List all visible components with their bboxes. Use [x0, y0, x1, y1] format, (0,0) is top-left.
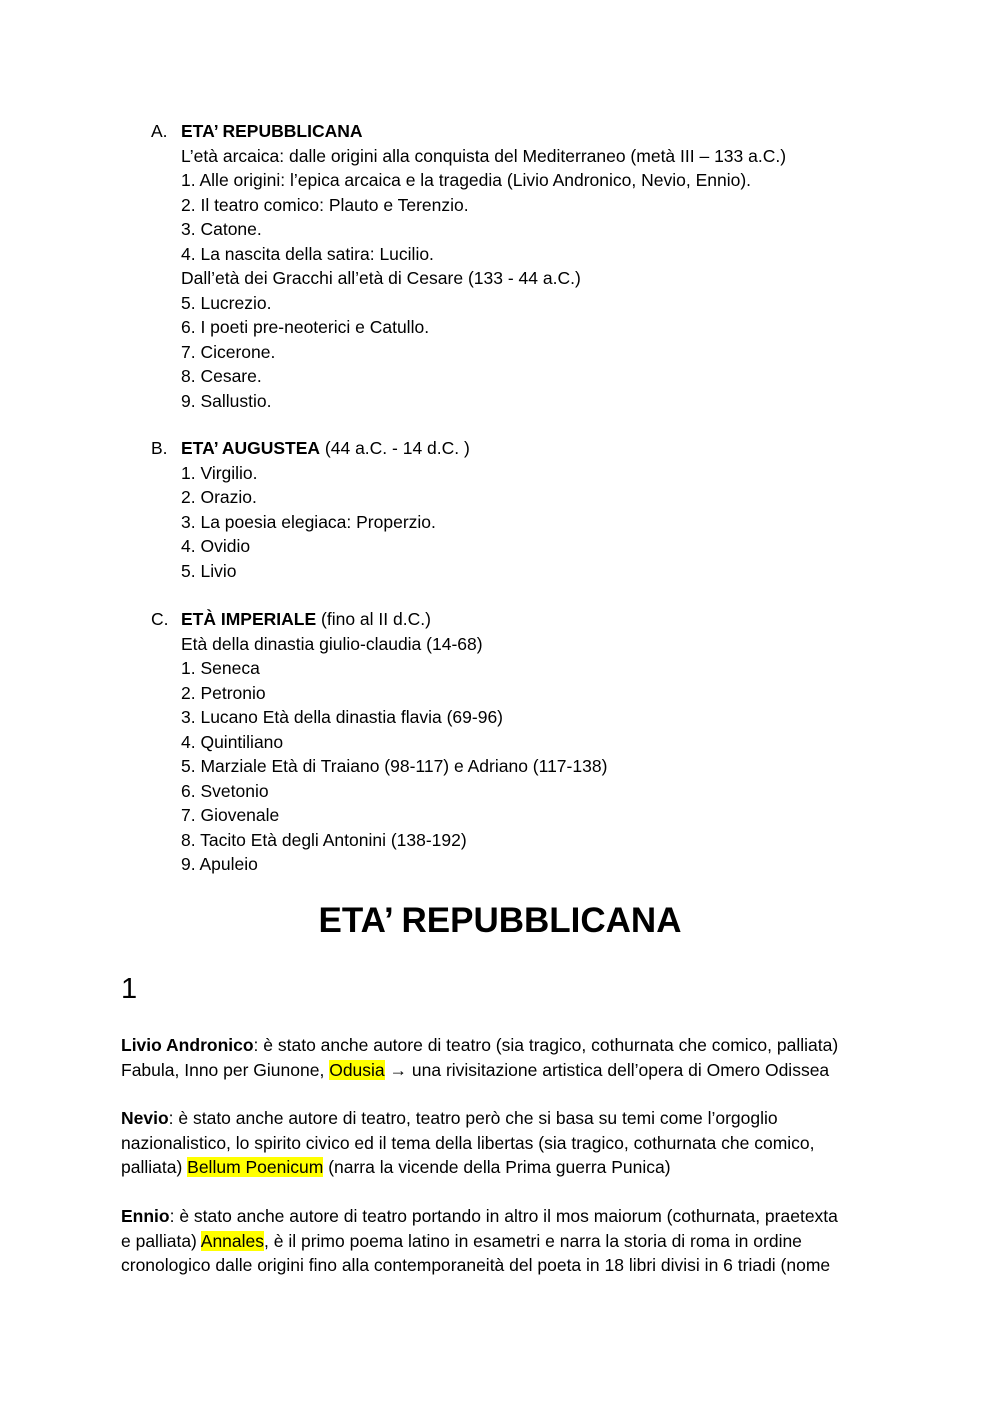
paragraph-line: cronologico dalle origini fino alla contemporaneità del poeta in 18 libri divisi in 6 triadi (nome [121, 1255, 831, 1275]
section-title: ETÀ IMPERIALE [181, 609, 317, 629]
list-item: 2. Orazio. [181, 487, 257, 507]
section-letter: C. [151, 609, 169, 629]
highlighted-work: Bellum Poenicum [187, 1157, 324, 1177]
list-item: 3. Catone. [181, 219, 262, 239]
list-item: 8. Tacito Età degli Antonini (138-192) [181, 829, 467, 850]
list-item: 5. Lucrezio. [181, 292, 272, 313]
list-item: 3. La poesia elegiaca: Properzio. [181, 511, 436, 532]
section-lines [151, 632, 911, 877]
paragraph-text: (narra la vicende della Prima guerra Punica) [323, 1157, 671, 1177]
highlighted-work: Annales [200, 1230, 265, 1251]
list-item: 9. Sallustio. [181, 390, 272, 411]
paragraph-line [121, 1033, 886, 1058]
section-heading [151, 119, 911, 144]
list-item: 7. Cicerone. [181, 341, 276, 362]
list-item: 5. Livio [181, 560, 237, 581]
list-item: 1. Seneca [181, 658, 260, 678]
paragraph-text: → una rivisitazione artistica dell’opera di Omero Odissea [384, 1059, 830, 1080]
author-name: Nevio [121, 1108, 169, 1128]
list-item: L’età arcaica: dalle origini alla conquista del Mediterraneo (metà III – 133 a.C.) [181, 145, 787, 166]
section-heading [151, 436, 911, 461]
section-number: 1 [121, 973, 138, 1005]
list-item: 7. Giovenale [181, 805, 280, 825]
section-title: ETA’ AUGUSTEA [181, 438, 321, 458]
list-item: 9. Apuleio [181, 854, 258, 874]
section-letter: A. [151, 121, 168, 141]
paragraph-line [121, 1155, 886, 1180]
section-suffix: (fino al II d.C.) [316, 609, 431, 629]
index-section-c [151, 607, 911, 877]
page-heading: ETA’ REPUBBLICANA [318, 901, 682, 940]
list-item: 5. Marziale Età di Traiano (98-117) e Adriano (117-138) [181, 756, 608, 776]
list-item: 2. Il teatro comico: Plauto e Terenzio. [181, 194, 469, 215]
paragraph-text: e palliata) [121, 1230, 201, 1251]
paragraph-text: , è il primo poema latino in esametri e narra la storia di roma in ordine [264, 1230, 802, 1251]
list-item: 1. Alle origini: l’epica arcaica e la tragedia (Livio Andronico, Nevio, Ennio). [181, 170, 752, 190]
list-item: 6. I poeti pre-neoterici e Catullo. [181, 317, 430, 337]
paragraph-nevio [121, 1106, 886, 1180]
list-item: 1. Virgilio. [181, 462, 258, 483]
highlighted-work: Odusia [329, 1059, 385, 1080]
paragraph-ennio [121, 1204, 886, 1278]
paragraph-text: : è stato anche autore di teatro portando in altro il mos maiorum (cothurnata, praetexta [169, 1206, 838, 1226]
paragraph-line [121, 1058, 886, 1083]
section-lines [151, 461, 911, 584]
list-item: 8. Cesare. [181, 366, 262, 386]
list-item: Dall’età dei Gracchi all’età di Cesare (133 - 44 a.C.) [181, 268, 581, 288]
list-item: 4. Ovidio [181, 536, 251, 556]
paragraph-line [121, 1229, 886, 1254]
list-item: 4. La nascita della satira: Lucilio. [181, 243, 434, 264]
list-item: 2. Petronio [181, 682, 266, 703]
list-item: 3. Lucano Età della dinastia flavia (69-96) [181, 707, 504, 727]
paragraph-livio-andronico [121, 1033, 886, 1082]
index-section-b [151, 436, 911, 583]
list-item: 4. Quintiliano [181, 731, 284, 752]
paragraph-text: : è stato anche autore di teatro (sia tragico, cothurnata che comico, palliata) [253, 1035, 839, 1055]
paragraph-text: palliata) [121, 1157, 188, 1177]
author-name: Livio Andronico [121, 1035, 254, 1055]
paragraph-line [121, 1204, 886, 1229]
section-letter: B. [151, 438, 168, 458]
paragraph-text: Fabula, Inno per Giunone, [121, 1059, 330, 1080]
list-item: 6. Svetonio [181, 780, 269, 801]
author-name: Ennio [121, 1206, 170, 1226]
section-title: ETA’ REPUBBLICANA [181, 121, 363, 141]
paragraph-line: nazionalistico, lo spirito civico ed il tema della libertas (sia tragico, cothurnata che comico, [121, 1132, 815, 1153]
index-section-a [151, 119, 911, 413]
section-lines [151, 144, 911, 414]
paragraph-line [121, 1106, 886, 1131]
section-suffix: (44 a.C. - 14 d.C. ) [320, 438, 470, 458]
list-item: Età della dinastia giulio-claudia (14-68) [181, 633, 483, 654]
paragraph-text: : è stato anche autore di teatro, teatro però che si basa su temi come l’orgoglio [168, 1108, 778, 1128]
section-heading [151, 607, 911, 632]
